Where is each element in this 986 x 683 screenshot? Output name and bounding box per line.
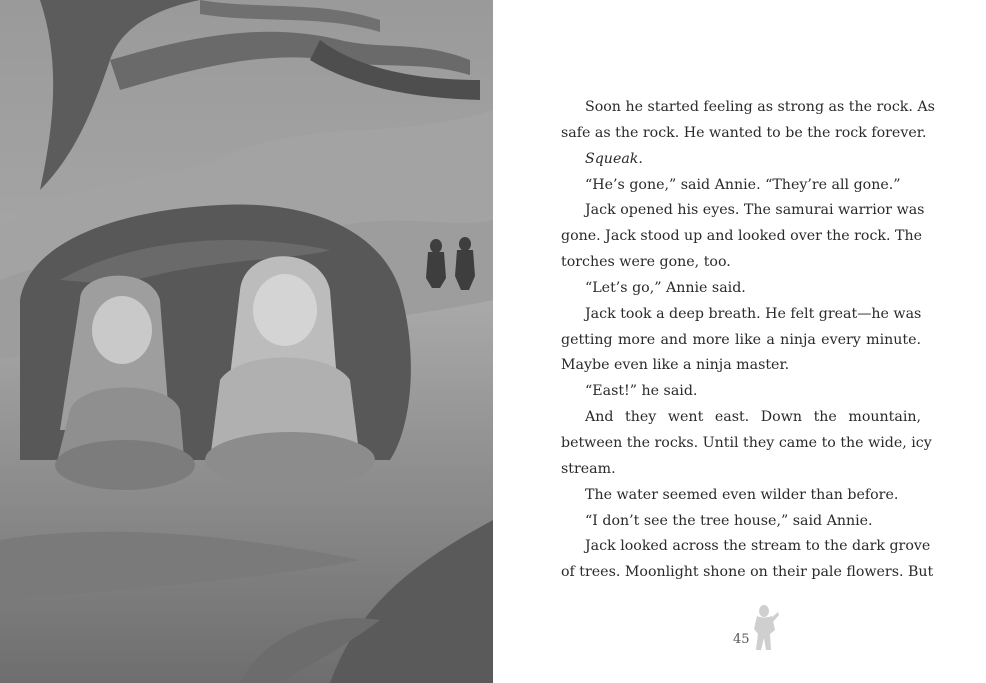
text-line: stream. bbox=[561, 460, 616, 477]
text-line: Squeak. bbox=[585, 150, 643, 167]
text-line: “Let’s go,” Annie said. bbox=[585, 279, 746, 296]
text-line: “He’s gone,” said Annie. “They’re all gone.” bbox=[585, 176, 901, 193]
text-line: Maybe even like a ninja master. bbox=[561, 357, 790, 374]
text-line: “I don’t see the tree house,” said Annie. bbox=[585, 512, 873, 529]
text-line: The water seemed even wilder than before. bbox=[585, 486, 899, 503]
text-page bbox=[493, 0, 986, 683]
text-line: safe as the rock. He wanted to be the rock forever. bbox=[561, 124, 927, 141]
text-line: Jack took a deep breath. He felt great—he was bbox=[585, 305, 922, 322]
ninja-silhouette-icon bbox=[751, 604, 779, 652]
text-line: Jack looked across the stream to the dark grove bbox=[585, 538, 931, 555]
text-line: gone. Jack stood up and looked over the rock. The bbox=[561, 228, 923, 245]
body-text bbox=[561, 95, 935, 586]
text-line: between the rocks. Until they came to the wide, icy bbox=[561, 434, 932, 451]
text-line: getting more and more like a ninja every minute. bbox=[561, 331, 921, 348]
text-line: And they went east. Down the mountain, bbox=[585, 409, 921, 426]
text-line: “East!” he said. bbox=[585, 383, 698, 400]
text-line: of trees. Moonlight shone on their pale flowers. But bbox=[561, 564, 934, 581]
text-line: torches were gone, too. bbox=[561, 254, 731, 271]
text-line: Soon he started feeling as strong as the rock. As bbox=[585, 99, 935, 115]
page-number: 45 bbox=[733, 632, 750, 647]
text-line: Jack opened his eyes. The samurai warrior was bbox=[585, 202, 925, 219]
